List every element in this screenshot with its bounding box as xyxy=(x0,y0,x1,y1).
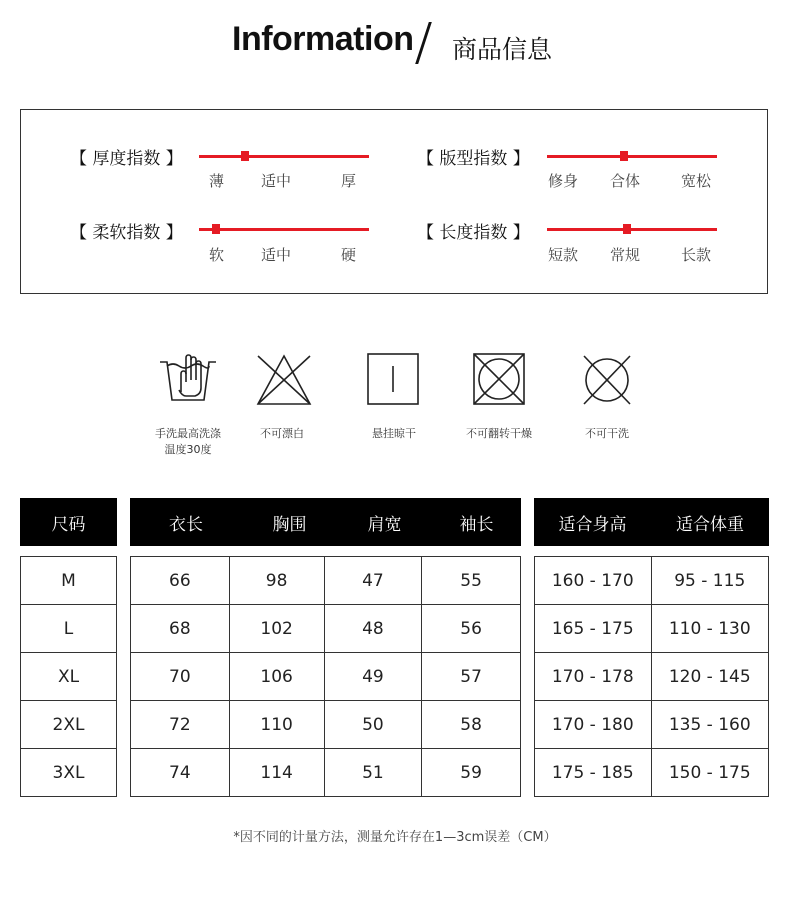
index-panel xyxy=(20,109,768,294)
table-row xyxy=(21,557,117,605)
measure-cell: 72 xyxy=(131,701,230,749)
title-divider xyxy=(415,22,432,64)
table-row xyxy=(535,605,769,653)
measure-cell: 59 xyxy=(422,749,521,797)
fit-header xyxy=(534,498,769,546)
table-row xyxy=(535,557,769,605)
fit-cell-weight: 150 - 175 xyxy=(651,749,769,797)
table-row xyxy=(535,701,769,749)
care-caption-hand-wash: 手洗最高洗涤温度30度 xyxy=(155,427,221,456)
measure-cell: 70 xyxy=(131,653,230,701)
fit-header-height: 适合身高 xyxy=(558,514,627,535)
measure-cell: 58 xyxy=(422,701,521,749)
index-label-thickness: 【 厚度指数 】 xyxy=(70,149,183,169)
measure-cell: 55 xyxy=(422,557,521,605)
index-tick: 软 xyxy=(209,246,225,264)
index-knob-fit xyxy=(620,151,628,161)
size-header xyxy=(20,498,117,546)
measure-cell: 98 xyxy=(229,557,324,605)
measure-cell: 66 xyxy=(131,557,230,605)
fit-cell-weight: 120 - 145 xyxy=(651,653,769,701)
size-cell: L xyxy=(21,605,117,653)
index-label-softness: 【 柔软指数 】 xyxy=(70,223,183,243)
index-tick: 适中 xyxy=(261,246,292,264)
index-tick: 短款 xyxy=(548,246,579,264)
fit-cell-height: 165 - 175 xyxy=(535,605,652,653)
measure-cell: 47 xyxy=(324,557,422,605)
care-caption-no-dry-clean: 不可干洗 xyxy=(585,427,629,440)
measure-cell: 51 xyxy=(324,749,422,797)
table-row xyxy=(21,653,117,701)
table-row xyxy=(131,605,521,653)
table-row xyxy=(131,653,521,701)
table-row xyxy=(131,749,521,797)
measure-cell: 68 xyxy=(131,605,230,653)
size-cell: XL xyxy=(21,653,117,701)
size-cell: 3XL xyxy=(21,749,117,797)
fit-table xyxy=(534,556,769,797)
no-dry-clean-icon xyxy=(578,352,638,412)
index-knob-softness xyxy=(212,224,220,234)
size-column-table xyxy=(20,556,117,797)
index-knob-thickness xyxy=(241,151,249,161)
index-tick: 常规 xyxy=(610,246,641,264)
measure-header xyxy=(130,498,521,546)
index-tick: 合体 xyxy=(610,172,641,190)
index-tick: 硬 xyxy=(341,246,357,264)
table-row xyxy=(131,701,521,749)
measure-header-shoulder: 肩宽 xyxy=(367,514,402,535)
measure-cell: 57 xyxy=(422,653,521,701)
measure-cell: 74 xyxy=(131,749,230,797)
no-bleach-icon xyxy=(254,352,314,412)
hang-dry-icon xyxy=(364,352,424,412)
index-knob-length xyxy=(623,224,631,234)
size-cell: 2XL xyxy=(21,701,117,749)
fit-header-weight: 适合体重 xyxy=(676,514,744,535)
fit-cell-height: 175 - 185 xyxy=(535,749,652,797)
measure-cell: 114 xyxy=(229,749,324,797)
index-slider-softness xyxy=(199,228,369,231)
measure-header-sleeve: 袖长 xyxy=(459,514,494,535)
index-tick: 修身 xyxy=(548,172,579,190)
index-tick: 薄 xyxy=(209,172,225,190)
measure-cell: 56 xyxy=(422,605,521,653)
care-caption-no-tumble-dry: 不可翻转干燥 xyxy=(466,427,532,440)
fit-cell-weight: 110 - 130 xyxy=(651,605,769,653)
index-label-fit: 【 版型指数 】 xyxy=(417,149,530,169)
fit-cell-weight: 135 - 160 xyxy=(651,701,769,749)
measure-cell: 106 xyxy=(229,653,324,701)
measure-header-length: 衣长 xyxy=(169,514,203,535)
index-slider-thickness xyxy=(199,155,369,158)
size-cell: M xyxy=(21,557,117,605)
title-chinese: 商品信息 xyxy=(452,35,553,64)
index-tick: 厚 xyxy=(341,172,357,190)
care-caption-hang-dry: 悬挂晾干 xyxy=(372,427,416,440)
measurement-footnote: *因不同的计量方法，测量允许存在1—3cm误差（CM） xyxy=(233,830,557,845)
table-row xyxy=(21,701,117,749)
index-tick: 长款 xyxy=(681,246,712,264)
size-header-label: 尺码 xyxy=(51,514,86,535)
table-row xyxy=(131,557,521,605)
measure-table xyxy=(130,556,521,797)
index-slider-fit xyxy=(547,155,717,158)
index-tick: 适中 xyxy=(261,172,292,190)
index-slider-length xyxy=(547,228,717,231)
table-row xyxy=(535,653,769,701)
care-caption-no-bleach: 不可漂白 xyxy=(260,427,304,440)
index-tick: 宽松 xyxy=(681,172,712,190)
fit-cell-height: 160 - 170 xyxy=(535,557,652,605)
index-label-length: 【 长度指数 】 xyxy=(417,223,530,243)
hand-wash-icon xyxy=(158,352,218,412)
measure-cell: 102 xyxy=(229,605,324,653)
title-english: Information xyxy=(232,20,414,58)
table-row xyxy=(21,749,117,797)
measure-cell: 49 xyxy=(324,653,422,701)
no-tumble-dry-icon xyxy=(470,352,530,412)
fit-cell-height: 170 - 178 xyxy=(535,653,652,701)
table-row xyxy=(535,749,769,797)
measure-header-chest: 胸围 xyxy=(272,514,307,535)
measure-cell: 50 xyxy=(324,701,422,749)
fit-cell-weight: 95 - 115 xyxy=(651,557,769,605)
measure-cell: 48 xyxy=(324,605,422,653)
measure-cell: 110 xyxy=(229,701,324,749)
table-row xyxy=(21,605,117,653)
fit-cell-height: 170 - 180 xyxy=(535,701,652,749)
